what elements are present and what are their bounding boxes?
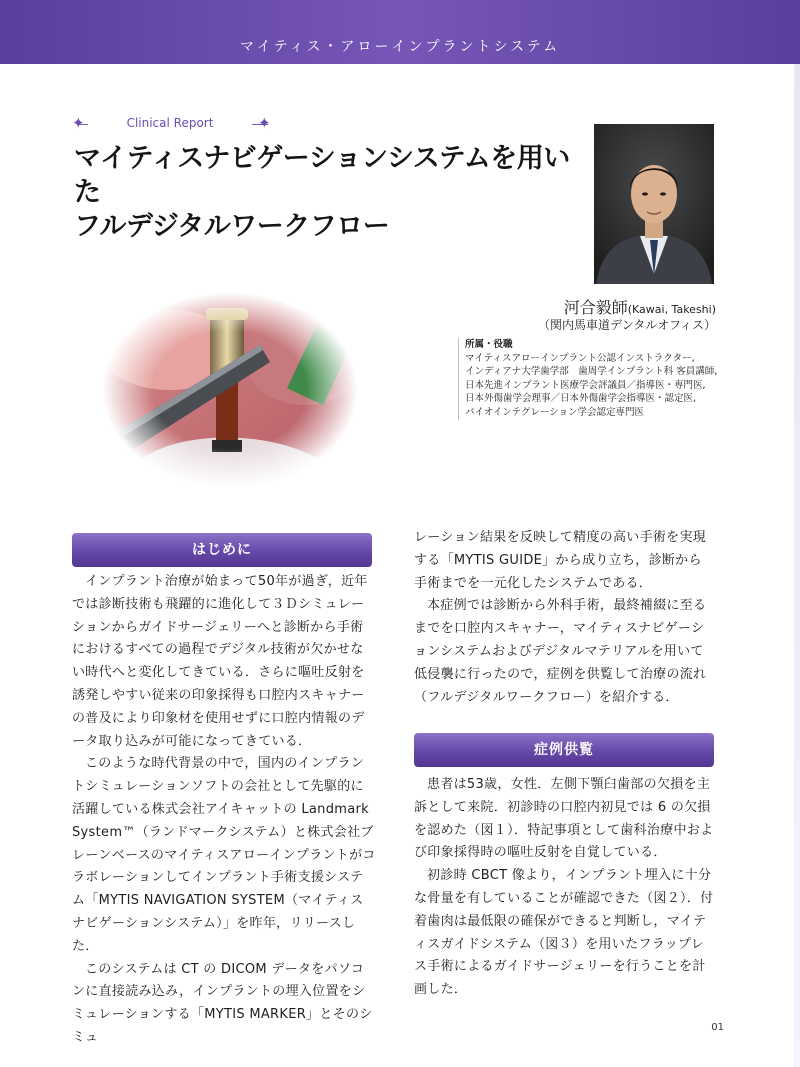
right-column-bottom [414,774,714,1002]
bio-line: マイティスアローインプラント公認インストラクター, [465,352,695,364]
bio-line: インディアナ大学歯学部 歯周学インプラント科 客員講師, [465,366,718,378]
bio-line: 日本外傷歯学会理事／日本外傷歯学会指導医・認定医, [465,393,697,405]
paragraph: 初診時 CBCT 像より，インプラント埋入に十分な骨量を有していることが確認できた（図２）．付着歯肉は最低限の確保ができると判断し，マイティスガイドシステム（図３）を用いたフラップレス手術によるガイドサージェリーを行うことを計画した． [414,868,714,998]
paragraph: このような時代背景の中で，国内のインプラントシミュレーションソフトの会社として先駆的に活躍している株式会社アイキャットの Landmark System™（ランドマークシステム）と株式会社ブレーンベースのマイティスアローインプラントがコラボレーションしてインプラント手術支援システム「MYTIS NAVIGATION SYSTEM（マイティスナビゲーションシステム）」を昨年，リリースした． [72,756,376,954]
author-photo [594,124,714,284]
article-title [74,142,584,244]
right-column-top [414,527,714,709]
top-banner [0,0,800,64]
author-name [470,295,716,318]
author-portrait-image [594,124,714,284]
series-title: マイティス・アローインプラントシステム [239,39,561,55]
surgical-guide-image [100,290,360,490]
page-number: 01 [711,1022,724,1033]
bio-line: 日本先進インプラント医療学会評議員／指導医・専門医, [465,379,706,391]
author-bio [458,338,755,420]
article-title-line-1: マイティスナビゲーションシステムを用いた [74,143,570,208]
sparkle-icon: ✦ [72,114,85,132]
article-title-line-2: フルデジタルワークフロー [74,211,390,242]
left-column [72,571,376,1050]
bio-heading: 所属・役職 [465,339,513,350]
paragraph: 患者は53歳，女性．左側下顎臼歯部の欠損を主訴として来院．初診時の口腔内初見では 6 の欠損を認めた（図１）．特記事項として歯科治療中および印象採得時の嘔吐反射を自覚している． [414,777,714,861]
author-name-romaji: (Kawai, Takeshi) [627,303,716,316]
section-heading-intro: はじめに [72,533,372,567]
paragraph: このシステムは CT の DICOM データをパソコンに直接読み込み，インプラントの埋入位置をシミュレーションする「MYTIS MARKER」とそのシミュ [72,961,373,1045]
author-name-kanji: 河合毅師 [563,298,628,317]
page-edge-strip [794,64,800,1067]
paragraph: インプラント治療が始まって50年が過ぎ，近年では診断技術も飛躍的に進化して３Ｄシミュレーションからガイドサージェリーへと診断から手術におけるすべての過程でデジタル技術が欠かせない時代へと変化してきている．さらに嘔吐反射を誘発しやすい従来の印象採得も口腔内スキャナーの普及により印象材を使用せずに口腔内情報のデータ取り込みが可能になってきている． [72,574,368,749]
section-heading-case: 症例供覧 [414,733,714,767]
paragraph: レーション結果を反映して精度の高い手術を実現する「MYTIS GUIDE」から成り立ち，診断から手術までを一元化したシステムである． [414,530,707,591]
clinical-photo [100,290,360,490]
author-affiliation: （関内馬車道デンタルオフィス） [538,318,716,332]
sparkle-icon: ✦ [258,114,271,132]
article-category-tag: Clinical Report [88,114,252,132]
paragraph: 本症例では診断から外科手術，最終補綴に至るまでを口腔内スキャナー，マイティスナビゲーションシステムおよびデジタルマテリアルを用いて低侵襲に行ったので，症例を供覧して治療の流れ（フルデジタルワークフロー）を紹介する． [414,598,707,705]
bio-line: バイオインテグレーション学会認定専門医 [465,406,644,418]
